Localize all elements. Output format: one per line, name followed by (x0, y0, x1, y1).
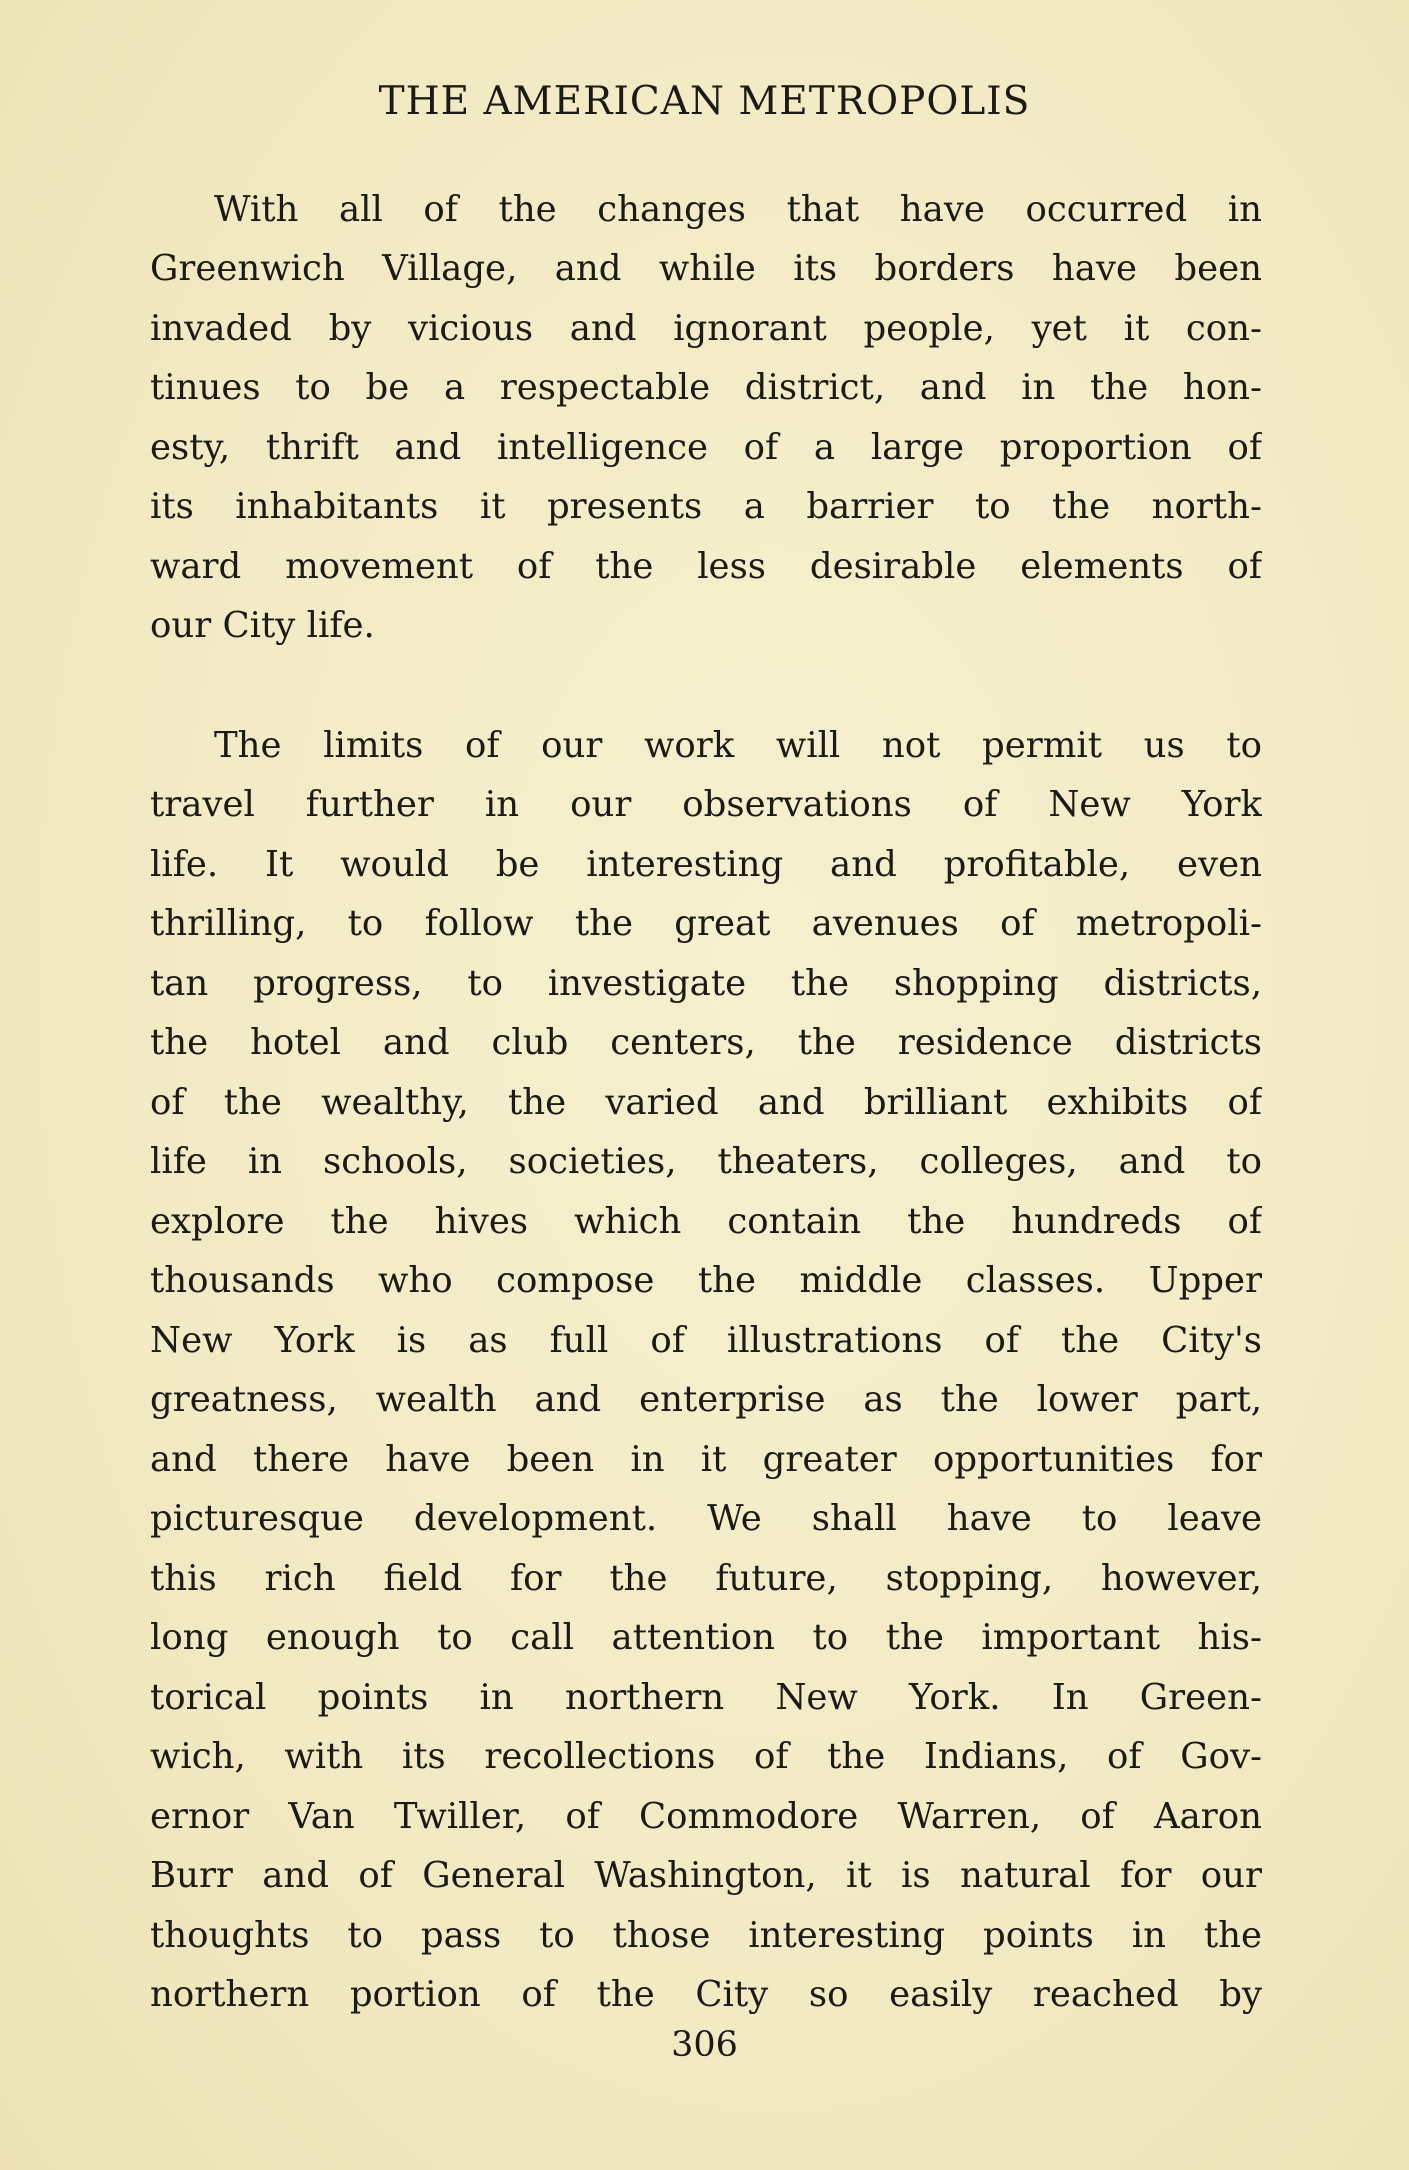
text-line: life in schools, societies, theaters, colleges, and to (150, 1141, 1262, 1182)
running-head: THE AMERICAN METROPOLIS (378, 79, 1031, 124)
text-line: picturesque development. We shall have to leave (150, 1498, 1262, 1539)
text-line: explore the hives which contain the hundreds of (150, 1201, 1262, 1242)
text-line: thoughts to pass to those interesting points in the (150, 1915, 1262, 1956)
text-line: of the wealthy, the varied and brilliant exhibits of (150, 1082, 1262, 1123)
text-line: its inhabitants it presents a barrier to the north- (150, 486, 1262, 527)
text-line: wich, with its recollections of the Indians, of Gov- (150, 1736, 1262, 1777)
text-line: The limits of our work will not permit us to (214, 725, 1262, 766)
text-line: ernor Van Twiller, of Commodore Warren, of Aaron (150, 1796, 1262, 1837)
text-line: esty, thrift and intelligence of a large proportion of (150, 427, 1262, 468)
text-line: thousands who compose the middle classes. Upper (150, 1260, 1262, 1301)
text-line: and there have been in it greater opportunities for (150, 1439, 1262, 1480)
text-line: greatness, wealth and enterprise as the lower part, (150, 1379, 1262, 1420)
text-line: Greenwich Village, and while its borders have been (150, 248, 1262, 289)
text-line: invaded by vicious and ignorant people, yet it con- (150, 308, 1262, 349)
text-line: With all of the changes that have occurred in (214, 189, 1262, 230)
text-line: northern portion of the City so easily reached by (150, 1974, 1262, 2015)
text-line: tinues to be a respectable district, and in the hon- (150, 367, 1262, 408)
text-line: thrilling, to follow the great avenues of metropoli- (150, 903, 1262, 944)
text-line: the hotel and club centers, the residence districts (150, 1022, 1262, 1063)
text-line: torical points in northern New York. In Green- (150, 1677, 1262, 1718)
text-line: ward movement of the less desirable elements of (150, 546, 1262, 587)
text-line: our City life. (150, 605, 375, 646)
page-number: 306 (671, 2025, 738, 2065)
text-line: travel further in our observations of New York (150, 784, 1262, 825)
text-line: life. It would be interesting and profitable, even (150, 844, 1262, 885)
text-line: Burr and of General Washington, it is natural for our (150, 1855, 1262, 1896)
text-line: long enough to call attention to the important his- (150, 1617, 1262, 1658)
text-line: this rich field for the future, stopping, however, (150, 1558, 1262, 1599)
text-line: tan progress, to investigate the shopping districts, (150, 963, 1262, 1004)
text-line: New York is as full of illustrations of the City's (150, 1320, 1262, 1361)
